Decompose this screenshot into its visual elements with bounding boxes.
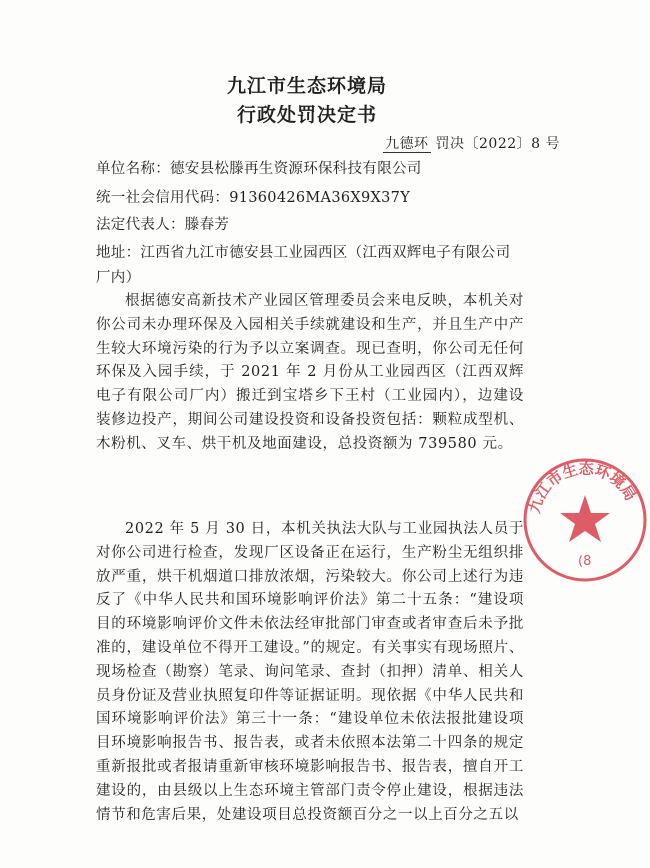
paragraph-investigation: 根据德安高新技术产业园区管理委员会来电反映，本机关对你公司未办理环保及入园相关手续就建设和生产，并且生产中产生较大环境污染的行为予以立案调查。现已查明，你公司无任何环保及入园手续，于 2021 年 2 月份从工业园西区（江西双辉电子有限公司厂内）搬迁到宝塔乡下王村（工业园内），边建设装修边投产，期间公司建设投资和设备投资包括：颗粒成型机、木粉机、叉车、烘干机及地面建设，总投资额为 739580 元。 [96,293,524,452]
seal-code: (8 [578,554,592,569]
credit-code: 统一社会信用代码：91360426MA36X9X37Y [96,190,411,206]
legal-representative: 法定代表人：滕春芳 [96,217,230,233]
seal-text: 九江市生态环境局 [525,459,640,516]
address-line-1: 地址：江西省九江市德安县工业园西区（江西双辉电子有限公司 [96,245,511,261]
address-line-2: 厂内） [96,270,141,286]
issuer-title: 九江市生态环境局 [226,75,387,97]
unit-name: 单位名称：德安县松滕再生资源环保科技有限公司 [96,161,422,177]
document-number-suffix: 罚决〔2022〕8 号 [435,136,560,152]
official-seal [520,455,650,585]
document-title: 行政处罚决定书 [236,104,377,126]
paragraph-violation: 2022 年 5 月 30 日，本机关执法大队与工业园执法人员于对你公司进行检查，发现厂区设备正在运行，生产粉尘无组织排放严重，烘干机烟道口排放浓烟，污染较大。你公司上述行为违反了《中华人民共和国环境影响评价法》第二十五条：“建设项目的环境影响评价文件未依法经审批部门审查或者审查后未予批准的，建设单位不得开工建设。”的规定。有关事实有现场照片、现场检查（勘察）笔录、询问笔录、查封（扣押）清单、相关人员身份证及营业执照复印件等证据证明。现依据《中华人民共和国环境影响评价法》第三十一条：“建设单位未依法报批建设项目环境影响报告书、报告表，或者未依照本法第二十四条的规定重新报批或者报请重新审核环境影响报告书、报告表，擅自开工建设的，由县级以上生态环境主管部门责令停止建设，根据违法情节和危害后果，处建设项目总投资额百分之一以上百分之五以 [96,521,524,823]
seal-star-icon [560,495,610,542]
document-number-prefix: 九德环 [385,136,429,152]
document-number [383,133,560,153]
